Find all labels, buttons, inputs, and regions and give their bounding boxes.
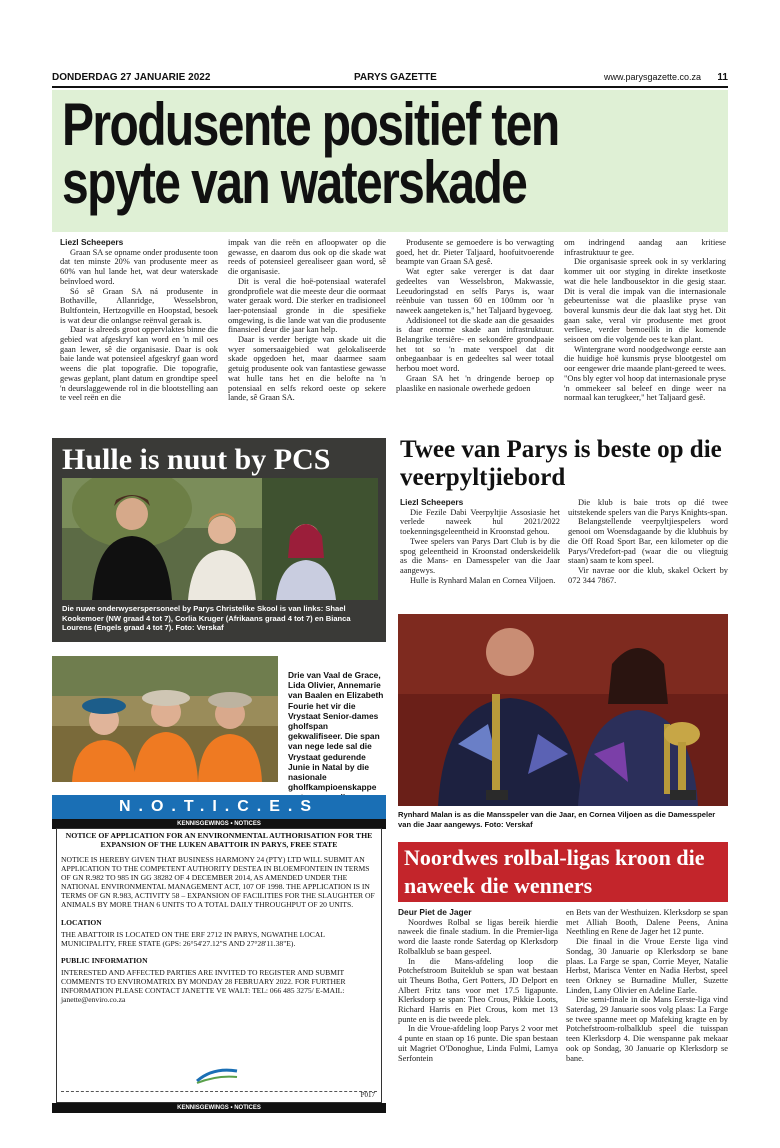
bowls-paragraph: Die finaal in die Vroue Eerste liga vind Sondag, 30 Januarie op Klerksdorp se bane plaas. La Farge se span, Corrie Meyer, Natalie Herbst, Marisca Venter en Nadia Herbst, speel teen Orkney se Burnadine Muller, Suzette Linden, Lany Olivier en Adeline Earle.: [566, 937, 728, 995]
notice-location: THE ABATTOIR IS LOCATED ON THE ERF 2712 IN PARYS, NGWATHE LOCAL MUNICIPALITY, FREE STATE (GPS: 26°54'27.12"S AND 27°28'11.38"E).: [61, 929, 325, 948]
lead-column-3: [396, 238, 554, 393]
environmental-notice: [56, 828, 382, 1103]
lead-paragraph: Graan SA het 'n dringende beroep op plaaslike en nasionale owerhede gedoen: [396, 373, 554, 393]
bowls-paragraph: en Bets van der Westhuizen. Klerksdorp se span met Alliah Booth, Dalene Peens, Anina Neethling en Rene de Jager het 12 punte.: [566, 908, 728, 937]
notice-heading: NOTICE OF APPLICATION FOR AN ENVIRONMENTAL AUTHORISATION FOR THE EXPANSION OF THE LUKEN ABATTOIR IN PARYS, FREE STATE: [65, 831, 373, 849]
notice-info-label: PUBLIC INFORMATION: [61, 955, 148, 965]
lead-column-4: [564, 238, 726, 403]
notices-label-bottom: KENNISGEWINGS • NOTICES: [52, 1103, 386, 1113]
bowls-column-1: [398, 908, 558, 1063]
darts-headline: Twee van Parys is beste op die veerpyltjiebord: [400, 436, 722, 491]
bowls-headline: Noordwes rolbal-ligas kroon die naweek die wenners: [404, 845, 705, 898]
notice-info: INTERESTED AND AFFECTED PARTIES ARE INVITED TO REGISTER AND SUBMIT COMMENTS TO ENVIROMATRIX BY MONDAY 28 FEBRUARY 2022. FOR FURTHER INFORMATION PLEASE CONTACT JANETTE VE WALT: TEL: 066 485 3275/ E-MAIL: janette@enviro.co.za: [61, 967, 346, 1005]
darts-paragraph: Twee spelers van Parys Dart Club is by die spog geleentheid in Kroonstad onderskeidelik as die Mans- en Damesspeler van die Jaar aangewys.: [400, 536, 560, 575]
issue-date: DONDERDAG 27 JANUARIE 2022: [52, 71, 211, 83]
notice-reference: P017: [360, 1091, 375, 1099]
darts-paragraph: Vir navrae oor die klub, skakel Ockert by 072 344 7867.: [568, 565, 728, 585]
bowls-paragraph: In die Vroue-afdeling loop Parys 2 voor met 4 punte en staan op 16 punte. Die span bestaan uit Magriet O'Donoghue, Linda Fulmi, Lamya Serfontein: [398, 1024, 558, 1063]
enviromatrix-logo: [193, 1065, 241, 1087]
golf-caption: Drie van Vaal de Grace, Lida Olivier, Annemarie van Baalen en Elizabeth Fourie het vir die Vrystaat Senior-dames gholfspan gekwalifiseer. Die span van nege lede sal die Vrystaat gedurende Junie in Natal by die nasionale gholfkampioenskappe: [288, 670, 384, 793]
darts-paragraph: Belangstellende veerpyltjiespelers word genooi om Woensdagaande by die klubhuis by die Off Road Sport Bar, een kilometer op die Parys/Vredefort-pad (waar die ou vliegtuig staan) saam te kom speel.: [568, 517, 728, 566]
lead-headline: [62, 91, 590, 216]
lead-column-1: [60, 238, 218, 403]
notices-label-top: KENNISGEWINGS • NOTICES: [52, 819, 386, 829]
pcs-caption: Die nuwe onderwyserspersoneel by Parys Christelike Skool is van links: Shael Kookemoer (NW graad 4 tot 7), Corlia Kruger (Afrikaans graad 4 tot 7) en Bianca Lourens (Engels graad 4 tot 7). Foto: Verskaf: [62, 604, 351, 633]
lead-paragraph: Wat egter sake vererger is dat daar gedeeltes van Wesselsbron, Makwassie, Leeudoringstad en selfs Parys is, waar reënbuie van tussen 60 en 100mm oor 'n naweek aangeteken is," het Taljaard bygevoeg.: [396, 267, 554, 315]
bowls-column-2: [566, 908, 728, 1063]
pcs-headline: Hulle is nuut by PCS: [62, 443, 331, 476]
paper-name: PARYS GAZETTE: [354, 71, 437, 83]
darts-winners-photo: [398, 614, 728, 806]
lead-paragraph: Die organisasie spreek ook in sy verklaring kommer uit oor styging in direkte insetkoste wat die hele landbousektor in die gesig staar. Dit is veral die impak van die internasionale gebeurtenisse wat die plaaslike pryse van boveral kunsmis deur die dak laat styg het. Dit gaan sake, veral vir produsente met groot verliese, verder bemoeilik in die komende seisoen om die volgende oes te kan plant.: [564, 257, 726, 345]
darts-column-1: [400, 498, 560, 585]
darts-column-2: [568, 498, 728, 585]
golf-team-photo: [52, 656, 278, 782]
lead-paragraph: om indringend aandag aan kritiese infrastruktuur te gee.: [564, 238, 726, 257]
lead-byline: Liezl Scheepers: [60, 237, 124, 247]
darts-paragraph: Hulle is Rynhard Malan en Cornea Viljoen.: [410, 575, 556, 585]
lead-paragraph: Graan SA se opname onder produsente toon dat ten minste 20% van produsente meer as 60% van hul lande het, wat deur waterskade beïnvloed word.: [60, 247, 218, 286]
notice-divider: [61, 1091, 377, 1092]
lead-headline-line-2: spyte van waterskade: [62, 149, 527, 216]
lead-paragraph: Daar is verder berigte van skade uit die wyer somersaaigebied wat gelokaliseerde skade opgedoen het, maar daarmee saam getuig produsente ook van fantastiese gewasse wat hulle tans het en die belofte na 'n potensiaal en selfs rekord oeste op sekere lande, sê Graan SA.: [228, 335, 386, 403]
lead-column-2: [228, 238, 386, 403]
notice-location-label: LOCATION: [61, 917, 102, 927]
page-header: [52, 70, 728, 84]
page-number: 11: [717, 71, 728, 83]
notices-banner: N.O.T.I.C.E.S: [52, 795, 386, 819]
darts-caption: Rynhard Malan is as die Mansspeler van die Jaar, en Cornea Viljoen as die Damesspeler van die Jaar aangewys. Foto: Verskaf: [398, 810, 716, 829]
lead-paragraph: Wintergrane word noodgedwonge eerste aan die huidige hoë kunsmis pryse blootgestel om oor eengewer drie maande plant-gereed te wees. "Ons bly egter vol hoop dat internasionale pryse 'n ommekeer sal beleef en dinge weer na normaal kan terugkeer," het Taljaard gesê.: [564, 344, 726, 403]
lead-paragraph: Só sê Graan SA ná produsente in Bothaville, Allanridge, Wesselsbron, Bultfontein, Hertzogville en Hoopstad, besoek is wat deur die onlangse reënval geraak is.: [60, 286, 218, 325]
lead-paragraph: Addisioneel tot die skade aan die gesaaides is daar enorme skade aan infrastruktuur. Belangrike tersiêre- en sekondêre grondpaaie het tot so 'n mate verspoel dat dit onbegaanbaar is en gedeeltes sal weer totaal herbou moet word.: [396, 315, 554, 374]
bowls-paragraph: Noordwes Rolbal se ligas bereik hierdie naweek die finale stadium. In die Premier-liga word die laaste ronde Saterdag op Klerksdorp Rolbalklub se baan gespeel.: [398, 917, 558, 956]
bowls-paragraph: Die semi-finale in die Mans Eerste-liga vind Saterdag, 29 Januarie soos volg plaas: La Farge se twee spanne meet op Mafeking kragte en by Potchefstroom-rolbalklub speel die tuisspan teen Klerksdorp 4. Die wenspanne pak mekaar ook op Sondag, 30 Januarie op Klerksdorp se bane.: [566, 995, 728, 1063]
lead-paragraph: Dit is veral die hoë-potensiaal waterafel grondprofiele wat die meeste deur die oormaat water geraak word. Die sterker en tradisioneel laer-potensiaal gronde in die spesifieke omgewing, is die lande wat van die produsente finansieel deur die jaar kan help.: [228, 276, 386, 335]
darts-paragraph: Die klub is baie trots op dié twee uitstekende spelers van die Parys Knights-span.: [568, 498, 728, 517]
lead-paragraph: impak van die reën en afloopwater op die gewasse, en daarom dus ook op die skade wat reeds of potensieel gerealiseer gaan word, sê die organisasie.: [228, 238, 386, 277]
bowls-byline: Deur Piet de Jager: [398, 907, 472, 917]
darts-paragraph: Die Fezile Dabi Veerpyltjie Assosiasie het verlede naweek hul 2021/2022 toekenningsgeleentheid in Kroonstad gehou.: [400, 507, 560, 537]
pcs-teachers-photo: [62, 478, 378, 600]
darts-byline: Liezl Scheepers: [400, 497, 464, 507]
lead-paragraph: Daar is alreeds groot oppervlaktes binne die gebied wat afgeskryf kan word en 'n mil oes gaan lewer, sê die organisasie. Daar is ook baie lande wat potensieel afgeskryf gaan word weens die plat topografie. Die topografie, gewas geplant, plant datum en grondtipe speel 'n deurslaggewende rol in die blootstelling aan te veel reën en die: [60, 325, 218, 403]
header-rule: [52, 86, 728, 88]
website-link[interactable]: www.parysgazette.co.za: [604, 72, 702, 82]
notice-body: NOTICE IS HEREBY GIVEN THAT BUSINESS HARMONY 24 (PTY) LTD WILL SUBMIT AN APPLICATION TO THE COMPETENT AUTHORITY DESTEA IN BLOEMFONTEIN IN TERMS OF GN R.982 TO 985 IN GG 38282 OF 4 DECEMBER 2014, AS AMENDED UNDER THE NATIONAL ENVIRONMENTAL MANAGEMENT ACT, 107 OF 1998. THE APPLICATION IS IN TERMS OF GN R.983, ACTIVITY 58 – EXPANSION OF FACILITIES FOR THE SLAUGHTER OF ANIMALS BY MORE THAN 6 UNITS TO A TOTAL DAILY THROUGHPUT OF 20 UNITS.: [61, 855, 375, 910]
bowls-paragraph: In die Mans-afdeling loop die Potchefstroom Buiteklub se span wat bestaan uit Theuns Botha, Gert Potters, JD Delport en Albert Fritz tans voor met 17.5 ligapunte. Klerksdorp se span: Theo Crous, Pikkie Loots, Richard Harris en Piet Crous, kom met 13 punte en is die tweede plek.: [398, 956, 558, 1024]
lead-headline-line-1: Produsente positief ten: [62, 91, 559, 158]
lead-paragraph: Produsente se gemoedere is bo verwagting goed, het dr. Pieter Taljaard, hoofuitvoerende beampte van Graan SA gesê.: [396, 238, 554, 267]
